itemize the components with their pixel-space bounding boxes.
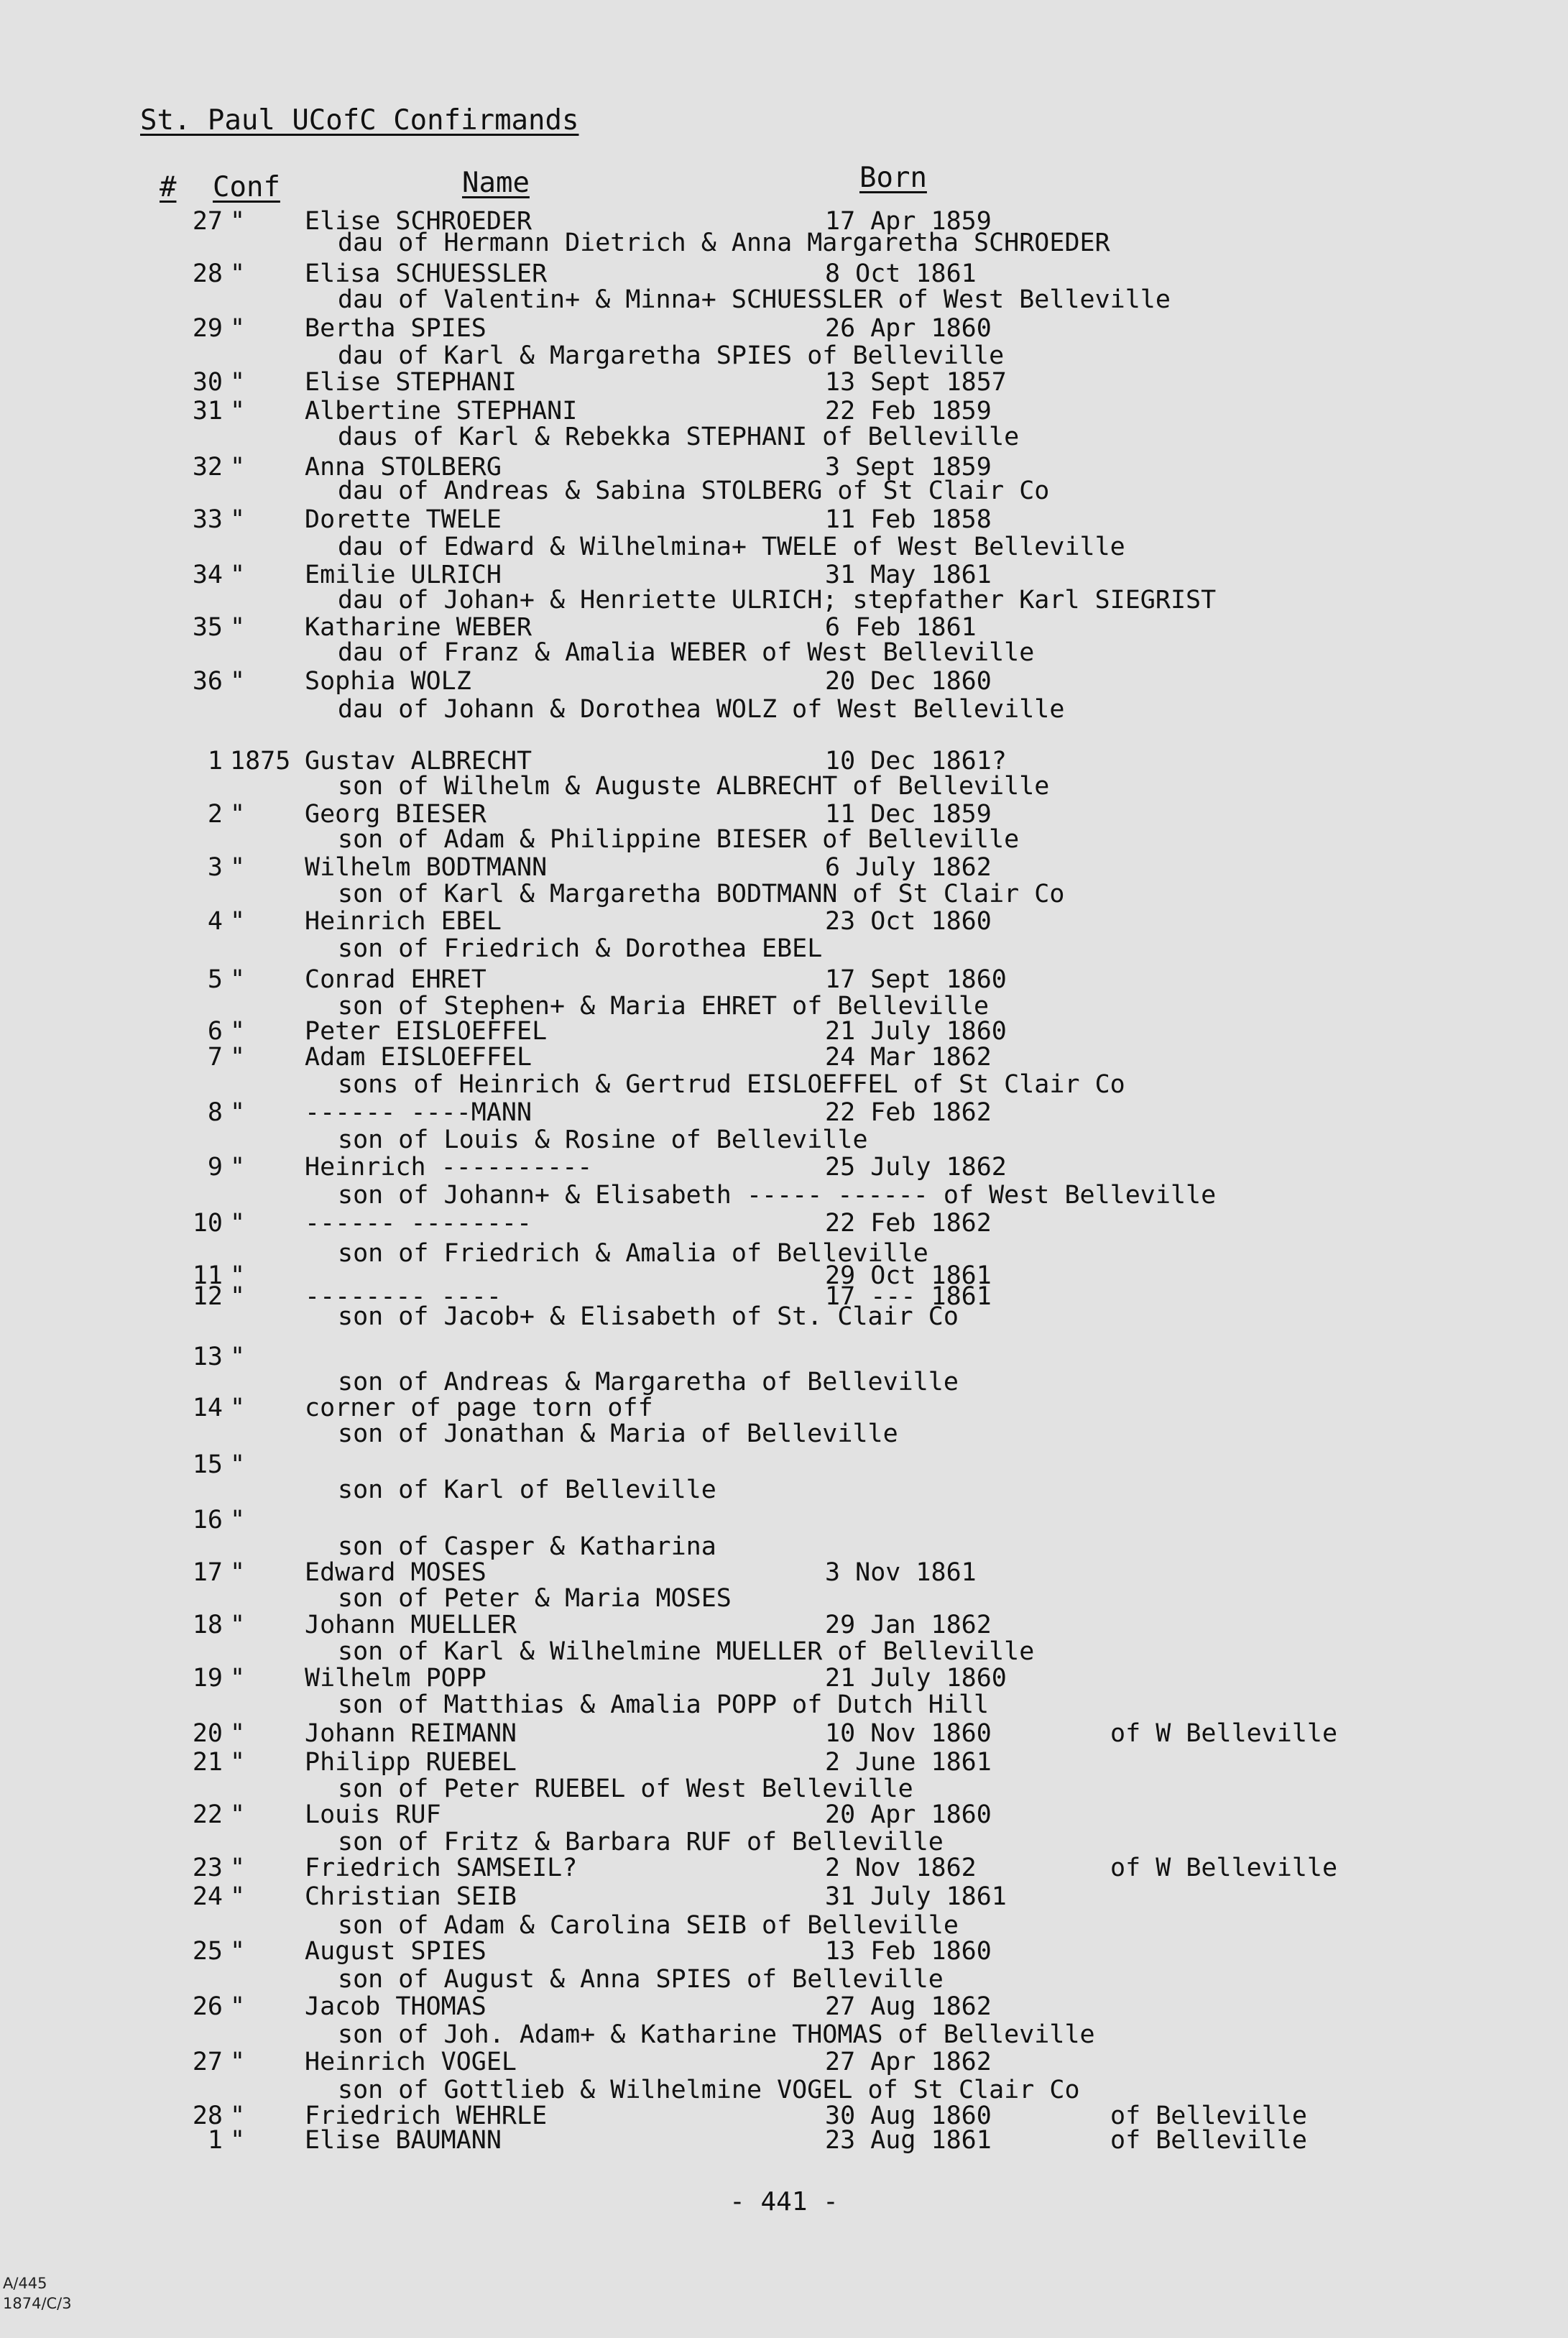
confirmation-year: " <box>230 1450 246 1479</box>
confirmand-row <box>0 1043 1568 1072</box>
parents-text: son of Wilhelm & Auguste ALBRECHT of Belleville <box>338 772 1050 801</box>
entry-number: 11 <box>192 1261 223 1290</box>
entry-number: 12 <box>192 1282 223 1311</box>
parents-text: son of Adam & Philippine BIESER of Belleville <box>338 825 1020 854</box>
entry-parent-note <box>0 1828 1568 1856</box>
confirmation-year: " <box>230 1043 246 1072</box>
confirmand-name: Conrad EHRET <box>305 965 486 994</box>
confirmation-year: " <box>230 2126 246 2155</box>
birth-date: 6 July 1862 <box>825 853 992 882</box>
confirmand-row <box>0 1153 1568 1182</box>
entry-parent-note <box>0 1476 1568 1504</box>
column-header-name: Name <box>462 167 530 199</box>
birth-date: 20 Apr 1860 <box>825 1800 992 1829</box>
confirmand-name: Wilhelm POPP <box>305 1664 486 1693</box>
birth-date: 31 July 1861 <box>825 1882 1007 1911</box>
confirmation-year: " <box>230 1343 246 1371</box>
parents-text: son of Stephen+ & Maria EHRET of Belleville <box>338 992 990 1021</box>
birth-date: 21 July 1860 <box>825 1664 1007 1693</box>
confirmand-row <box>0 965 1568 994</box>
confirmation-year: " <box>230 561 246 589</box>
birth-date: 27 Apr 1862 <box>825 2048 992 2076</box>
residence: of Belleville <box>1110 2126 1307 2155</box>
entry-number: 21 <box>192 1748 223 1777</box>
entry-parent-note <box>0 533 1568 561</box>
parents-text: son of Karl of Belleville <box>338 1476 716 1504</box>
residence: of W Belleville <box>1110 1854 1338 1882</box>
confirmation-year: " <box>230 667 246 696</box>
confirmand-row <box>0 747 1568 776</box>
entry-number: 23 <box>192 1854 223 1882</box>
confirmation-year: " <box>230 1882 246 1911</box>
confirmand-name: Elise STEPHANI <box>305 368 517 397</box>
entry-number: 24 <box>192 1882 223 1911</box>
entry-number: 34 <box>192 561 223 589</box>
entry-parent-note <box>0 992 1568 1021</box>
birth-date: 3 Sept 1859 <box>825 453 992 482</box>
birth-date: 2 June 1861 <box>825 1748 992 1777</box>
entry-number: 22 <box>192 1800 223 1829</box>
entry-number: 15 <box>192 1450 223 1479</box>
confirmand-row <box>0 1664 1568 1693</box>
confirmand-row <box>0 613 1568 642</box>
column-header-conf: Conf <box>213 171 280 203</box>
parents-text: son of Matthias & Amalia POPP of Dutch Hill <box>338 1690 990 1719</box>
parents-text: dau of Valentin+ & Minna+ SCHUESSLER of West Belleville <box>338 285 1171 314</box>
confirmand-name: Katharine WEBER <box>305 613 532 642</box>
entry-parent-note <box>0 1532 1568 1561</box>
entry-number: 28 <box>192 2102 223 2130</box>
birth-date: 10 Dec 1861? <box>825 747 1007 776</box>
birth-date: 6 Feb 1861 <box>825 613 977 642</box>
archive-ref: A/445 <box>3 2275 47 2292</box>
confirmand-row <box>0 1800 1568 1829</box>
parents-text: son of Johann+ & Elisabeth ----- ------ of West Belleville <box>338 1181 1217 1210</box>
confirmation-year: " <box>230 1153 246 1182</box>
parents-text: son of Karl & Margaretha BODTMANN of St Clair Co <box>338 880 1065 908</box>
birth-date: 13 Feb 1860 <box>825 1937 992 1966</box>
parents-text: dau of Johan+ & Henriette ULRICH; stepfather Karl SIEGRIST <box>338 586 1217 615</box>
confirmand-row <box>0 667 1568 696</box>
confirmation-year: " <box>230 368 246 397</box>
confirmand-name: Jacob THOMAS <box>305 1992 486 2021</box>
confirmand-name: Edward MOSES <box>305 1558 486 1587</box>
birth-date: 3 Nov 1861 <box>825 1558 977 1587</box>
confirmation-year: " <box>230 1748 246 1777</box>
entry-number: 3 <box>207 853 223 882</box>
entry-number: 10 <box>192 1209 223 1238</box>
confirmation-year: " <box>230 907 246 936</box>
birth-date: 20 Dec 1860 <box>825 667 992 696</box>
confirmation-year: " <box>230 314 246 343</box>
parents-text: dau of Johann & Dorothea WOLZ of West Belleville <box>338 695 1065 724</box>
confirmand-row <box>0 561 1568 589</box>
residence: of W Belleville <box>1110 1719 1338 1748</box>
confirmand-row <box>0 314 1568 343</box>
confirmand-name: Heinrich ---------- <box>305 1153 593 1182</box>
birth-date: 11 Feb 1858 <box>825 505 992 534</box>
confirmation-year: " <box>230 2102 246 2130</box>
confirmand-name: Wilhelm BODTMANN <box>305 853 548 882</box>
page-title: St. Paul UCofC Confirmands <box>140 104 579 137</box>
confirmation-year: " <box>230 853 246 882</box>
birth-date: 21 July 1860 <box>825 1017 1007 1046</box>
entry-number: 27 <box>192 2048 223 2076</box>
entry-parent-note <box>0 586 1568 615</box>
confirmand-name: ------ -------- <box>305 1209 532 1238</box>
entry-number: 20 <box>192 1719 223 1748</box>
entry-parent-note <box>0 1965 1568 1994</box>
confirmand-row <box>0 1098 1568 1127</box>
parents-text: son of Gottlieb & Wilhelmine VOGEL of St Clair Co <box>338 2076 1080 2104</box>
confirmand-row <box>0 1611 1568 1639</box>
confirmand-row <box>0 1450 1568 1479</box>
entry-parent-note <box>0 1690 1568 1719</box>
entry-number: 1 <box>207 2126 223 2155</box>
confirmand-name: Friedrich WEHRLE <box>305 2102 548 2130</box>
parents-text: son of Karl & Wilhelmine MUELLER of Belleville <box>338 1637 1035 1666</box>
parents-text: son of Jacob+ & Elisabeth of St. Clair Co <box>338 1302 959 1331</box>
confirmand-row <box>0 259 1568 288</box>
confirmation-year: " <box>230 2048 246 2076</box>
entry-number: 19 <box>192 1664 223 1693</box>
confirmation-year: " <box>230 1261 246 1290</box>
birth-date: 17 --- 1861 <box>825 1282 992 1311</box>
entry-number: 8 <box>207 1098 223 1127</box>
confirmation-year: " <box>230 397 246 425</box>
column-header-number: # <box>160 171 177 203</box>
entry-parent-note <box>0 477 1568 505</box>
entry-parent-note <box>0 695 1568 724</box>
entry-number: 27 <box>192 207 223 236</box>
confirmand-name: Emilie ULRICH <box>305 561 502 589</box>
parents-text: daus of Karl & Rebekka STEPHANI of Belleville <box>338 423 1020 451</box>
birth-date: 17 Sept 1860 <box>825 965 1007 994</box>
confirmand-name: ------ ----MANN <box>305 1098 532 1127</box>
confirmand-row <box>0 1506 1568 1534</box>
entry-number: 31 <box>192 397 223 425</box>
birth-date: 26 Apr 1860 <box>825 314 992 343</box>
parents-text: dau of Hermann Dietrich & Anna Margaretha SCHROEDER <box>338 229 1110 257</box>
confirmand-name: corner of page torn off <box>305 1394 653 1422</box>
confirmation-year: " <box>230 1017 246 1046</box>
confirmation-year: " <box>230 207 246 236</box>
entry-parent-note <box>0 880 1568 908</box>
entry-parent-note <box>0 2020 1568 2049</box>
confirmation-year: " <box>230 1209 246 1238</box>
entry-number: 32 <box>192 453 223 482</box>
confirmation-year: " <box>230 453 246 482</box>
birth-date: 25 July 1862 <box>825 1153 1007 1182</box>
confirmand-name: Peter EISLOEFFEL <box>305 1017 548 1046</box>
parents-text: dau of Andreas & Sabina STOLBERG of St Clair Co <box>338 477 1050 505</box>
confirmand-name: Georg BIESER <box>305 800 486 829</box>
entry-parent-note <box>0 285 1568 314</box>
confirmand-name: Elise BAUMANN <box>305 2126 502 2155</box>
entry-parent-note <box>0 825 1568 854</box>
birth-date: 2 Nov 1862 <box>825 1854 977 1882</box>
birth-date: 17 Apr 1859 <box>825 207 992 236</box>
confirmation-year: " <box>230 259 246 288</box>
entry-parent-note <box>0 1911 1568 1940</box>
parents-text: son of Jonathan & Maria of Belleville <box>338 1419 898 1448</box>
entry-parent-note <box>0 1637 1568 1666</box>
birth-date: 29 Jan 1862 <box>825 1611 992 1639</box>
birth-date: 31 May 1861 <box>825 561 992 589</box>
confirmation-year: 1875 <box>230 747 291 776</box>
page-number: - 441 - <box>729 2187 839 2217</box>
confirmand-name: Dorette TWELE <box>305 505 502 534</box>
birth-date: 22 Feb 1862 <box>825 1209 992 1238</box>
entry-number: 13 <box>192 1343 223 1371</box>
birth-date: 23 Oct 1860 <box>825 907 992 936</box>
archive-reference <box>3 2273 72 2314</box>
birth-date: 8 Oct 1861 <box>825 259 977 288</box>
entry-number: 36 <box>192 667 223 696</box>
confirmand-name: Albertine STEPHANI <box>305 397 578 425</box>
parents-text: son of Joh. Adam+ & Katharine THOMAS of Belleville <box>338 2020 1095 2049</box>
confirmand-row <box>0 2126 1568 2155</box>
confirmand-name: Heinrich VOGEL <box>305 2048 517 2076</box>
confirmation-year: " <box>230 1719 246 1748</box>
confirmation-year: " <box>230 1937 246 1966</box>
confirmand-row <box>0 1558 1568 1587</box>
birth-date: 27 Aug 1862 <box>825 1992 992 2021</box>
confirmand-row <box>0 505 1568 534</box>
parents-text: dau of Edward & Wilhelmina+ TWELE of West Belleville <box>338 533 1125 561</box>
parents-text: son of Fritz & Barbara RUF of Belleville <box>338 1828 944 1856</box>
parents-text: son of Friedrich & Dorothea EBEL <box>338 934 823 963</box>
confirmation-year: " <box>230 800 246 829</box>
confirmation-year: " <box>230 1282 246 1311</box>
confirmand-row <box>0 2048 1568 2076</box>
entry-parent-note <box>0 638 1568 667</box>
confirmand-name: August SPIES <box>305 1937 486 1966</box>
entry-parent-note <box>0 1126 1568 1154</box>
birth-date: 22 Feb 1862 <box>825 1098 992 1127</box>
confirmand-name: Elise SCHROEDER <box>305 207 532 236</box>
entry-parent-note <box>0 229 1568 257</box>
birth-date: 29 Oct 1861 <box>825 1261 992 1290</box>
confirmand-row <box>0 1017 1568 1046</box>
entry-number: 5 <box>207 965 223 994</box>
confirmand-name: Anna STOLBERG <box>305 453 502 482</box>
entry-number: 26 <box>192 1992 223 2021</box>
confirmand-row <box>0 1394 1568 1422</box>
entry-number: 35 <box>192 613 223 642</box>
entry-number: 28 <box>192 259 223 288</box>
column-header-born: Born <box>859 162 927 194</box>
confirmand-name: Heinrich EBEL <box>305 907 502 936</box>
birth-date: 30 Aug 1860 <box>825 2102 992 2130</box>
entry-number: 18 <box>192 1611 223 1639</box>
entry-parent-note <box>0 423 1568 451</box>
entry-number: 16 <box>192 1506 223 1534</box>
parents-text: son of Louis & Rosine of Belleville <box>338 1126 868 1154</box>
parents-text: son of Peter RUEBEL of West Belleville <box>338 1775 913 1803</box>
confirmand-name: Johann MUELLER <box>305 1611 517 1639</box>
confirmation-year: " <box>230 1992 246 2021</box>
confirmation-year: " <box>230 1800 246 1829</box>
confirmation-year: " <box>230 1664 246 1693</box>
confirmand-name: Louis RUF <box>305 1800 441 1829</box>
entry-parent-note <box>0 934 1568 963</box>
confirmand-name: Johann REIMANN <box>305 1719 517 1748</box>
archive-code: 1874/C/3 <box>3 2295 72 2312</box>
entry-parent-note <box>0 2076 1568 2104</box>
parents-text: sons of Heinrich & Gertrud EISLOEFFEL of St Clair Co <box>338 1070 1125 1099</box>
entry-number: 6 <box>207 1017 223 1046</box>
confirmand-name: Christian SEIB <box>305 1882 517 1911</box>
birth-date: 13 Sept 1857 <box>825 368 1007 397</box>
confirmation-year: " <box>230 1098 246 1127</box>
entry-number: 30 <box>192 368 223 397</box>
confirmand-name: Philipp RUEBEL <box>305 1748 517 1777</box>
confirmand-row <box>0 1748 1568 1777</box>
confirmand-row <box>0 1882 1568 1911</box>
confirmand-row <box>0 1854 1568 1882</box>
entry-number: 14 <box>192 1394 223 1422</box>
parents-text: son of Adam & Carolina SEIB of Belleville <box>338 1911 959 1940</box>
confirmand-row <box>0 907 1568 936</box>
parents-text: son of Casper & Katharina <box>338 1532 716 1561</box>
confirmand-name: Bertha SPIES <box>305 314 486 343</box>
confirmation-year: " <box>230 613 246 642</box>
residence: of Belleville <box>1110 2102 1307 2130</box>
entry-number: 29 <box>192 314 223 343</box>
entry-parent-note <box>0 1419 1568 1448</box>
entry-parent-note <box>0 1368 1568 1396</box>
birth-date: 10 Nov 1860 <box>825 1719 992 1748</box>
birth-date: 11 Dec 1859 <box>825 800 992 829</box>
entry-number: 2 <box>207 800 223 829</box>
entry-number: 9 <box>207 1153 223 1182</box>
confirmation-year: " <box>230 1611 246 1639</box>
confirmation-year: " <box>230 1394 246 1422</box>
entry-number: 7 <box>207 1043 223 1072</box>
entry-number: 17 <box>192 1558 223 1587</box>
parents-text: son of Peter & Maria MOSES <box>338 1584 732 1613</box>
confirmand-name: -------- ---- <box>305 1282 502 1311</box>
entry-number: 4 <box>207 907 223 936</box>
parents-text: dau of Karl & Margaretha SPIES of Belleville <box>338 341 1005 370</box>
entry-number: 1 <box>207 747 223 776</box>
confirmand-name: Friedrich SAMSEIL? <box>305 1854 578 1882</box>
confirmation-year: " <box>230 1854 246 1882</box>
birth-date: 22 Feb 1859 <box>825 397 992 425</box>
confirmation-year: " <box>230 1506 246 1534</box>
birth-date: 23 Aug 1861 <box>825 2126 992 2155</box>
entry-parent-note <box>0 1181 1568 1210</box>
confirmand-name: Gustav ALBRECHT <box>305 747 532 776</box>
entry-parent-note <box>0 772 1568 801</box>
entry-number: 33 <box>192 505 223 534</box>
parents-text: dau of Franz & Amalia WEBER of West Belleville <box>338 638 1035 667</box>
entry-parent-note <box>0 1775 1568 1803</box>
confirmand-row <box>0 1937 1568 1966</box>
confirmand-name: Sophia WOLZ <box>305 667 471 696</box>
confirmation-year: " <box>230 1558 246 1587</box>
confirmand-row <box>0 1719 1568 1748</box>
confirmation-year: " <box>230 505 246 534</box>
entry-parent-note <box>0 1584 1568 1613</box>
confirmand-row <box>0 853 1568 882</box>
parents-text: son of Andreas & Margaretha of Belleville <box>338 1368 959 1396</box>
confirmand-name: Elisa SCHUESSLER <box>305 259 548 288</box>
confirmand-row <box>0 1209 1568 1238</box>
entry-parent-note <box>0 341 1568 370</box>
birth-date: 24 Mar 1862 <box>825 1043 992 1072</box>
confirmand-row <box>0 368 1568 397</box>
confirmation-year: " <box>230 965 246 994</box>
entry-number: 25 <box>192 1937 223 1966</box>
confirmand-row <box>0 1992 1568 2021</box>
entry-parent-note <box>0 1070 1568 1099</box>
parents-text: son of Friedrich & Amalia of Belleville <box>338 1239 928 1268</box>
confirmand-row <box>0 397 1568 425</box>
confirmand-row <box>0 800 1568 829</box>
entry-parent-note <box>0 1302 1568 1331</box>
confirmand-name: Adam EISLOEFFEL <box>305 1043 532 1072</box>
confirmand-row <box>0 1343 1568 1371</box>
parents-text: son of August & Anna SPIES of Belleville <box>338 1965 944 1994</box>
